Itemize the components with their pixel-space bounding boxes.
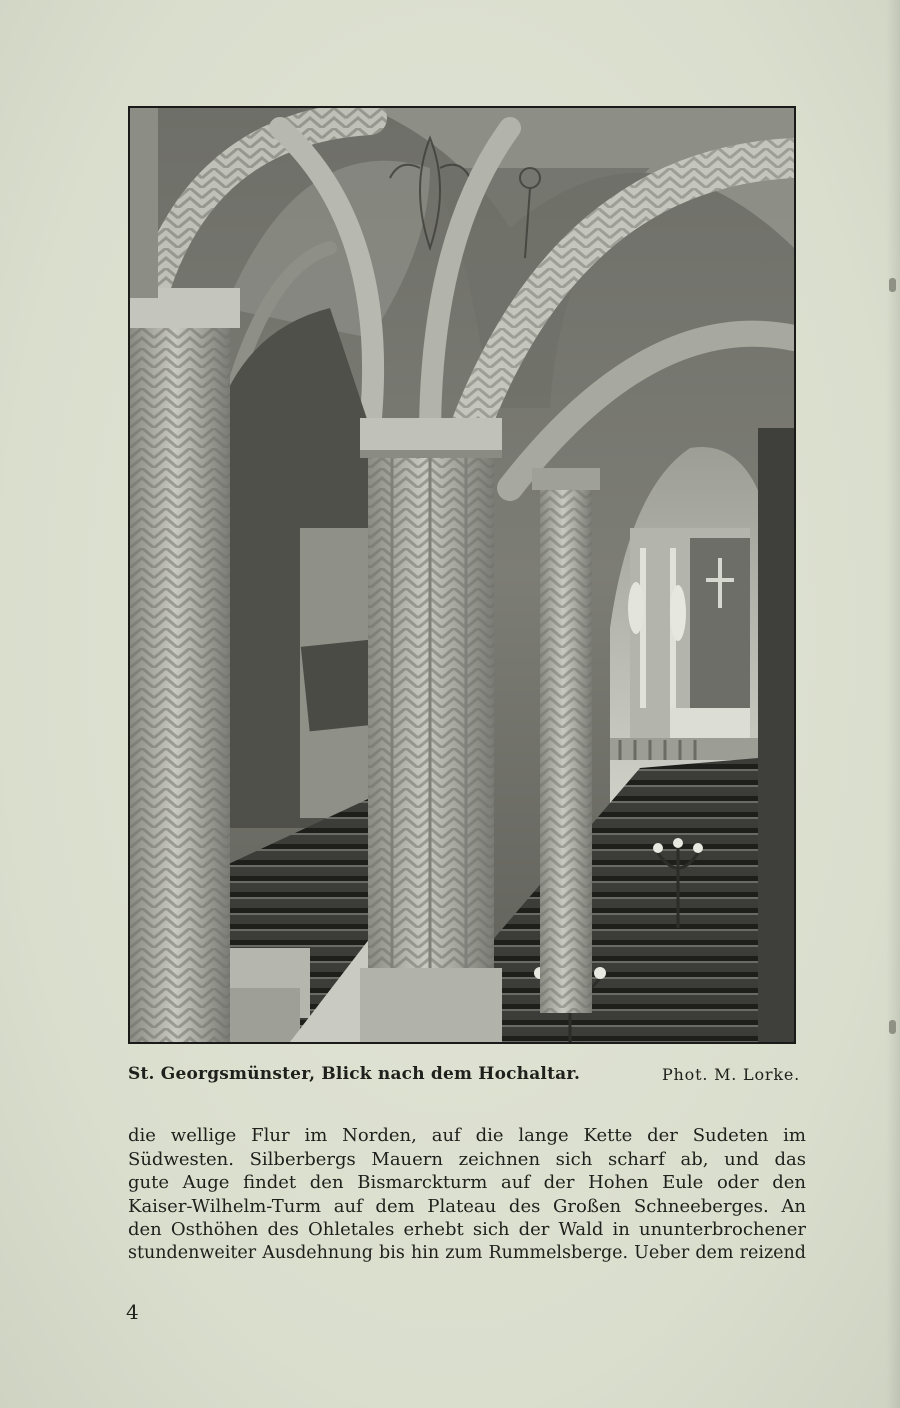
body-paragraph xyxy=(128,1124,806,1265)
body-line: gute Auge findet den Bismarckturm auf der Hohen Eule oder den xyxy=(128,1172,806,1193)
caption-title: St. Georgsmünster, Blick nach dem Hochaltar. xyxy=(128,1064,581,1084)
photo-caption xyxy=(128,1064,800,1090)
body-line: die wellige Flur im Norden, auf die lange Kette der Sudeten im xyxy=(128,1125,806,1146)
page-number: 4 xyxy=(126,1300,139,1324)
body-line: Südwesten. Silberbergs Mauern zeichnen sich scharf ab, und das xyxy=(128,1148,806,1170)
body-line: den Osthöhen des Ohletales erhebt sich der Wald in ununterbrochener xyxy=(128,1219,806,1240)
body-line: Kaiser-Wilhelm-Turm auf dem Plateau des Großen Schneeberges. An xyxy=(128,1195,806,1217)
binding-hole xyxy=(889,1020,896,1034)
photo-credit: Phot. M. Lorke. xyxy=(661,1065,800,1084)
body-line: stundenweiter Ausdehnung bis hin zum Rummelsberge. Ueber dem reizend xyxy=(128,1242,806,1263)
binding-hole xyxy=(889,278,896,292)
photograph-drawing xyxy=(130,108,794,1042)
page-edge-shadow xyxy=(886,0,900,1408)
church-interior-photograph xyxy=(128,106,796,1044)
